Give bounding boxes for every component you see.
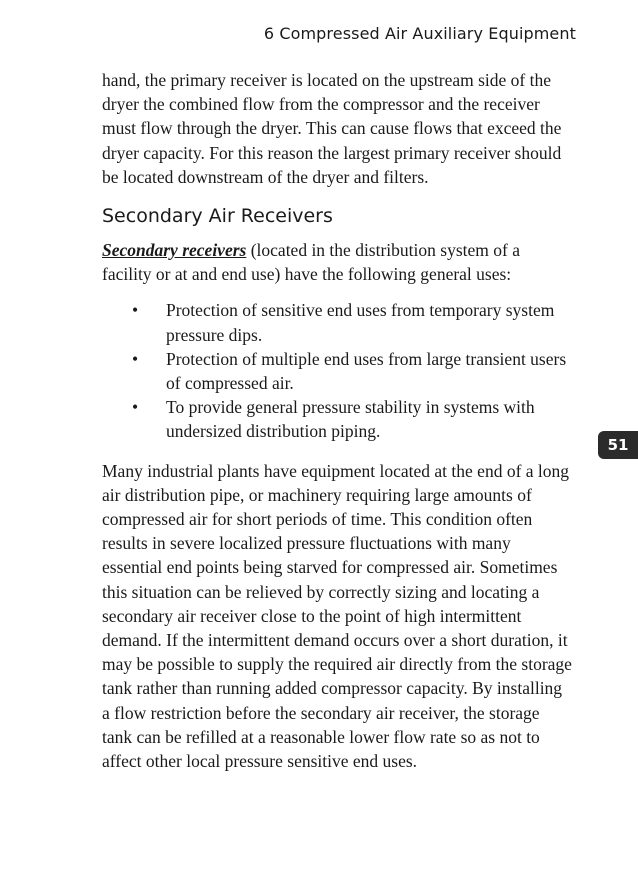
list-item-text: To provide general pressure stability in systems with undersized distribution piping. — [166, 397, 535, 442]
bullet-list — [102, 298, 572, 443]
paragraph-continued: hand, the primary receiver is located on the upstream side of the dryer the combined flow from the compressor and the receiver must flow through the dryer. This can cause flows that exceed the dryer capacity. For this reason the largest primary receiver should be located downstream of the dryer and filters. — [102, 70, 562, 187]
section-heading: Secondary Air Receivers — [102, 205, 333, 228]
list-item-text: Protection of sensitive end uses from temporary system pressure dips. — [166, 300, 555, 345]
intro-text: (located in the distribution system of a facility or at and end use) have the following general uses: — [102, 240, 520, 285]
intro-paragraph — [102, 238, 572, 286]
page-body — [102, 68, 572, 773]
bullet-icon: • — [132, 397, 139, 418]
bullet-icon: • — [132, 348, 139, 369]
list-item — [102, 298, 572, 346]
list-item-text: Protection of multiple end uses from large transient users of compressed air. — [166, 348, 567, 394]
list-item — [102, 347, 572, 395]
closing-paragraph: Many industrial plants have equipment located at the end of a long air distribution pipe, or machinery requiring large amounts of compressed air for short periods of time. This condition often results in severe localized pressure fluctuations with many essential end points being starved for compressed air. Sometimes this situation can be relieved by correctly sizing and locating a secondary air receiver close to the point of high intermittent demand. If the intermittent demand occurs over a short duration, it may be possible to supply the required air directly from the storage tank rather than running added compressor capacity. By installing a flow restriction before the secondary air receiver, the storage tank can be refilled at a reasonable lower flow rate so as not to affect other local pressure sensitive end uses. — [102, 460, 572, 772]
running-header: 6 Compressed Air Auxiliary Equipment — [263, 24, 576, 43]
defined-term: Secondary receivers — [102, 240, 247, 261]
page-number-tab: 51 — [598, 431, 638, 459]
bullet-icon: • — [132, 300, 139, 321]
list-item — [102, 395, 572, 443]
